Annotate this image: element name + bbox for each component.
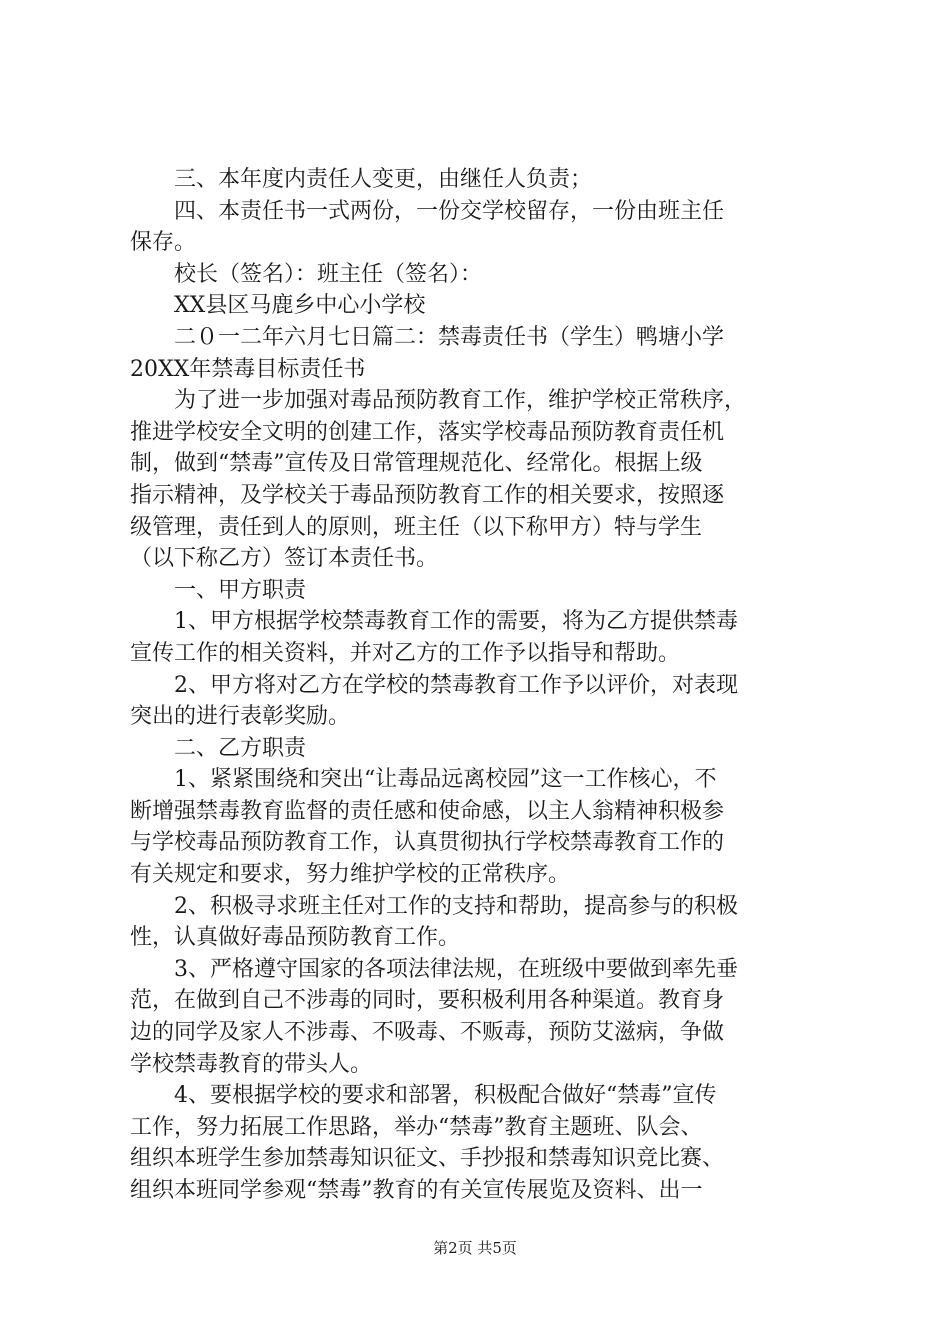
- text-line: 4、要根据学校的要求和部署，积极配合做好“禁毒”宣传: [130, 1083, 717, 1109]
- text-line: 学校禁毒教育的带头人。: [130, 1051, 373, 1077]
- text-line: 2、积极寻求班主任对工作的支持和帮助，提高参与的积极: [130, 893, 738, 919]
- text-line: XX县区马鹿乡中心小学校: [130, 293, 426, 319]
- text-line: 级管理，责任到人的原则，班主任（以下称甲方）特与学生: [130, 514, 703, 540]
- text-line: （以下称乙方）签订本责任书。: [130, 546, 439, 572]
- text-line: 指示精神，及学校关于毒品预防教育工作的相关要求，按照逐: [130, 482, 725, 508]
- section-heading: 一、甲方职责: [130, 577, 307, 603]
- text-line: 三、本年度内责任人变更，由继任人负责；: [130, 167, 593, 192]
- text-line: 范，在做到自己不涉毒的同时，要积极利用各种渠道。教育身: [130, 988, 725, 1014]
- text-line: 保存。: [130, 230, 197, 256]
- document-body: [130, 164, 830, 1207]
- text-line: 性，认真做好毒品预防教育工作。: [130, 925, 461, 951]
- text-line: 二０一二年六月七日篇二：禁毒责任书（学生）鸭塘小学: [130, 324, 725, 350]
- text-line: 边的同学及家人不涉毒、不吸毒、不贩毒，预防艾滋病，争做: [130, 1020, 725, 1046]
- text-line: 四、本责任书一式两份，一份交学校留存，一份由班主任: [130, 198, 725, 224]
- page-number: 第2页 共5页: [433, 1239, 517, 1257]
- section-heading: 二、乙方职责: [130, 735, 307, 761]
- text-line: 工作，努力拓展工作思路，举办“禁毒”教育主题班、队会、: [130, 1114, 703, 1140]
- text-line: 与学校毒品预防教育工作，认真贯彻执行学校禁毒教育工作的: [130, 830, 725, 856]
- text-line: 20XX年禁毒目标责任书: [130, 356, 366, 382]
- text-line: 为了进一步加强对毒品预防教育工作，维护学校正常秩序，: [130, 388, 747, 414]
- text-line: 断增强禁毒教育监督的责任感和使命感，以主人翁精神积极参: [130, 798, 725, 824]
- text-line: 1、紧紧围绕和突出“让毒品远离校园”这一工作核心，不: [130, 767, 717, 793]
- text-line: 校长（签名）：班主任（签名）：: [130, 261, 483, 287]
- text-line: 组织本班学生参加禁毒知识征文、手抄报和禁毒知识竞比赛、: [130, 1146, 725, 1172]
- text-line: 推进学校安全文明的创建工作，落实学校毒品预防教育责任机: [130, 419, 725, 445]
- text-line: 1、甲方根据学校禁毒教育工作的需要，将为乙方提供禁毒: [130, 609, 738, 635]
- text-line: 有关规定和要求，努力维护学校的正常秩序。: [130, 862, 571, 888]
- text-line: 制，做到“禁毒”宣传及日常管理规范化、经常化。根据上级: [130, 451, 703, 477]
- text-line: 2、甲方将对乙方在学校的禁毒教育工作予以评价，对表现: [130, 672, 738, 698]
- text-line: 组织本班同学参观“禁毒”教育的有关宣传展览及资料、出一: [130, 1178, 703, 1203]
- text-line: 突出的进行表彰奖励。: [130, 704, 351, 730]
- text-line: 宣传工作的相关资料，并对乙方的工作予以指导和帮助。: [130, 640, 681, 666]
- text-line: 3、严格遵守国家的各项法律法规，在班级中要做到率先垂: [130, 956, 738, 982]
